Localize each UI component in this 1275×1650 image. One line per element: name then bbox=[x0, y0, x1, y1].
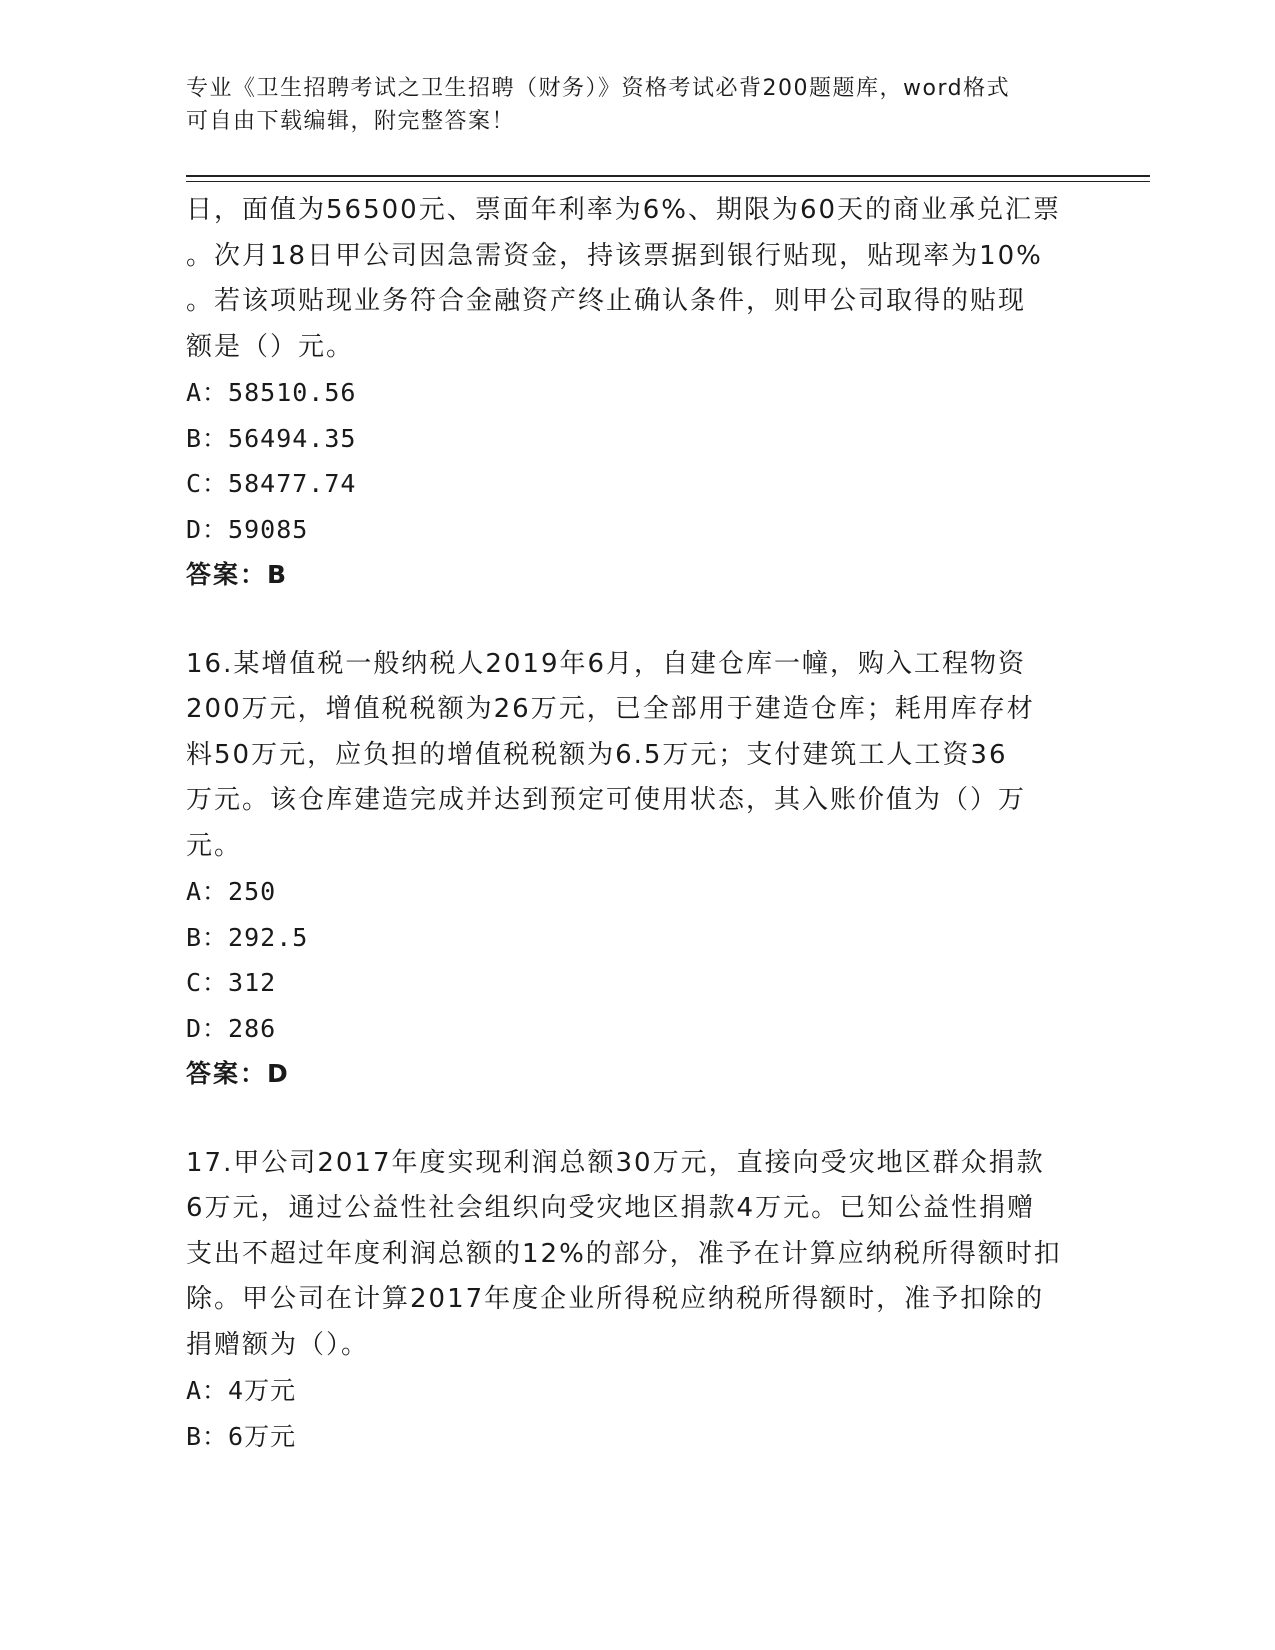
question-15-answer: 答案：B bbox=[186, 560, 289, 589]
question-17-option-b: B：6万元 bbox=[186, 1421, 297, 1451]
question-17-text-line: 17.甲公司2017年度实现利润总额30万元，直接向受灾地区群众捐款 bbox=[186, 1147, 1045, 1178]
document-header bbox=[186, 72, 1066, 138]
question-17-text-line: 捐赠额为（）。 bbox=[186, 1329, 370, 1360]
question-15-text-line: 日，面值为56500元、票面年利率为6%、期限为60天的商业承兑汇票 bbox=[186, 195, 1062, 225]
question-15-text-line: 。次月18日甲公司因急需资金，持该票据到银行贴现，贴现率为10% bbox=[186, 240, 1043, 271]
question-16 bbox=[186, 642, 1086, 1097]
question-15-option-d: D：59085 bbox=[186, 514, 309, 544]
header-title-line-2: 可自由下载编辑，附完整答案！ bbox=[186, 109, 516, 134]
question-16-option-b: B：292.5 bbox=[186, 922, 309, 952]
question-15-option-b: B：56494.35 bbox=[186, 423, 357, 453]
question-17 bbox=[186, 1141, 1086, 1460]
header-divider-thick bbox=[186, 175, 1150, 177]
question-16-text-line: 16.某增值税一般纳税人2019年6月，自建仓库一幢，购入工程物资 bbox=[186, 648, 1027, 679]
question-16-option-a: A：250 bbox=[186, 877, 277, 906]
question-15 bbox=[186, 188, 1086, 598]
question-spacer bbox=[186, 598, 1086, 642]
question-content bbox=[186, 188, 1086, 1459]
question-15-text-line: 。若该项贴现业务符合金融资产终止确认条件，则甲公司取得的贴现 bbox=[186, 286, 1027, 316]
header-divider-thin bbox=[186, 181, 1150, 182]
question-17-text-line: 支出不超过年度利润总额的12%的部分，准予在计算应纳税所得额时扣 bbox=[186, 1238, 1062, 1269]
question-16-text-line: 200万元，增值税税额为26万元，已全部用于建造仓库；耗用库存材 bbox=[186, 694, 1035, 724]
question-16-text-line: 料50万元，应负担的增值税税额为6.5万元；支付建筑工人工资36 bbox=[186, 739, 1008, 770]
question-spacer bbox=[186, 1097, 1086, 1141]
header-title-line-1: 专业《卫生招聘考试之卫生招聘（财务）》资格考试必背200题题库，word格式 bbox=[186, 76, 1011, 101]
question-16-answer: 答案：D bbox=[186, 1059, 290, 1088]
question-17-text-line: 6万元，通过公益性社会组织向受灾地区捐款4万元。已知公益性捐赠 bbox=[186, 1193, 1036, 1223]
question-17-text-line: 除。甲公司在计算2017年度企业所得税应纳税所得额时，准予扣除的 bbox=[186, 1284, 1045, 1314]
question-16-text-line: 元。 bbox=[186, 830, 243, 861]
question-15-option-a: A：58510.56 bbox=[186, 378, 357, 407]
question-15-option-c: C：58477.74 bbox=[186, 469, 357, 498]
question-16-option-c: C：312 bbox=[186, 968, 277, 997]
question-16-option-d: D：286 bbox=[186, 1013, 277, 1043]
question-16-text-line: 万元。该仓库建造完成并达到预定可使用状态，其入账价值为（）万 bbox=[186, 785, 1027, 815]
question-17-option-a: A：4万元 bbox=[186, 1376, 297, 1405]
question-15-text-line: 额是（）元。 bbox=[186, 331, 355, 362]
